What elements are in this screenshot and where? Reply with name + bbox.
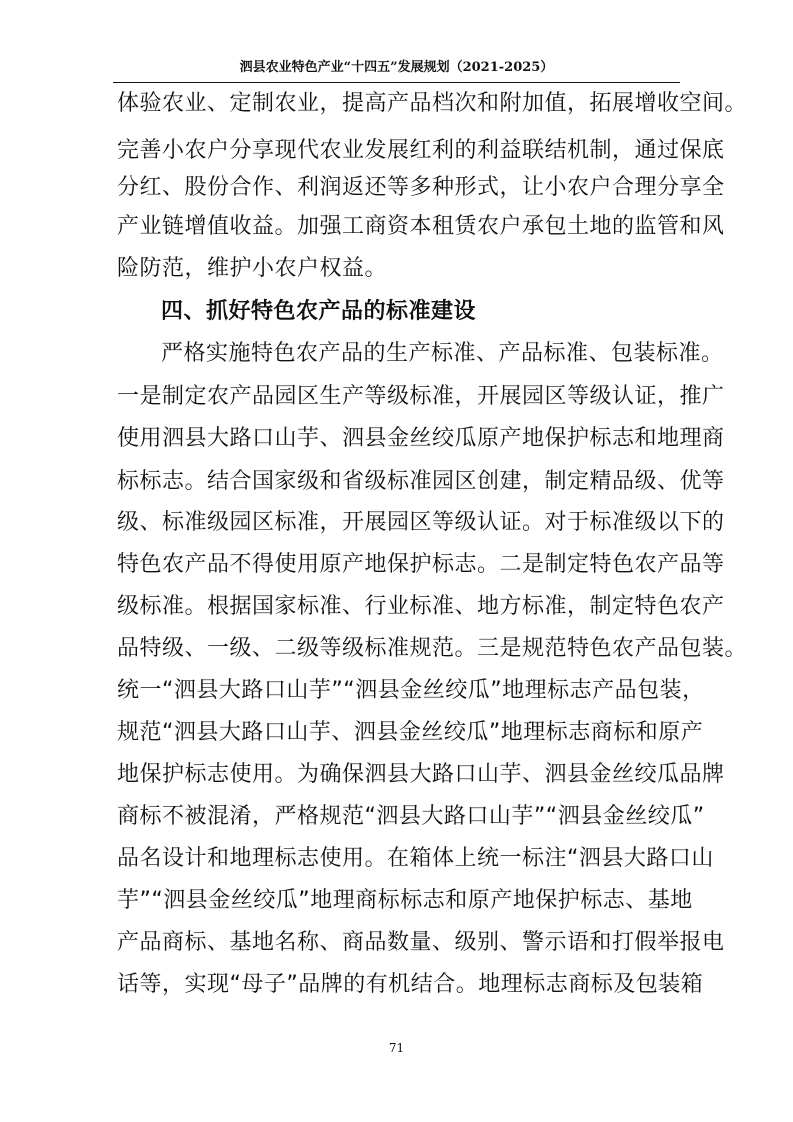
paragraph-line: 特色农产品不得使用原产地保护标志。二是制定特色农产品等: [117, 552, 725, 577]
paragraph-line: 品特级、一级、二级等级标准规范。三是规范特色农产品包装。: [117, 636, 748, 661]
paragraph-line: 级标准。根据国家标准、行业标准、地方标准，制定特色农产: [117, 594, 725, 619]
paragraph-line: 级、标准级园区标准，开展园区等级认证。对于标准级以下的: [117, 510, 725, 535]
header-rule: [113, 82, 680, 83]
paragraph-line: 分红、股份合作、利润返还等多种形式，让小农户合理分享全: [117, 175, 725, 200]
paragraph-line: 商标不被混淆，严格规范“泗县大路口山芋”“泗县金丝绞瓜”: [117, 804, 705, 829]
paragraph-line: 产品商标、基地名称、商品数量、级别、警示语和打假举报电: [117, 930, 725, 955]
paragraph-line: 统一“泗县大路口山芋”“泗县金丝绞瓜”地理标志产品包装，: [117, 678, 705, 703]
paragraph-line: 使用泗县大路口山芋、泗县金丝绞瓜原产地保护标志和地理商: [117, 426, 725, 451]
paragraph-line: 体验农业、定制农业，提高产品档次和附加值，拓展增收空间。: [117, 91, 748, 116]
paragraph-line: 完善小农户分享现代农业发展红利的利益联结机制，通过保底: [117, 138, 725, 163]
page-number: 71: [388, 1041, 405, 1055]
paragraph-line: 品名设计和地理标志使用。在箱体上统一标注“泗县大路口山: [117, 846, 714, 871]
paragraph-line: 地保护标志使用。为确保泗县大路口山芋、泗县金丝绞瓜品牌: [117, 762, 725, 787]
paragraph-line: 芋”“泗县金丝绞瓜”地理商标标志和原产地保护标志、基地: [117, 888, 693, 913]
paragraph-line: 产业链增值收益。加强工商资本租赁农户承包土地的监管和风: [117, 214, 725, 239]
paragraph-line: 标标志。结合国家级和省级标准园区创建，制定精品级、优等: [117, 469, 725, 494]
paragraph-line: 话等，实现“母子”品牌的有机结合。地理标志商标及包装箱: [117, 972, 704, 997]
running-header: 泗县农业特色产业“十四五”发展规划（2021-2025）: [239, 60, 554, 75]
section-heading: 四、抓好特色农产品的标准建设: [161, 299, 477, 324]
paragraph-line: 险防范，维护小农户权益。: [117, 256, 388, 281]
paragraph-line: 严格实施特色农产品的生产标准、产品标准、包装标准。: [161, 341, 724, 366]
paragraph-line: 一是制定农产品园区生产等级标准，开展园区等级认证，推广: [117, 384, 725, 409]
paragraph-line: 规范“泗县大路口山芋、泗县金丝绞瓜”地理标志商标和原产: [117, 720, 704, 745]
